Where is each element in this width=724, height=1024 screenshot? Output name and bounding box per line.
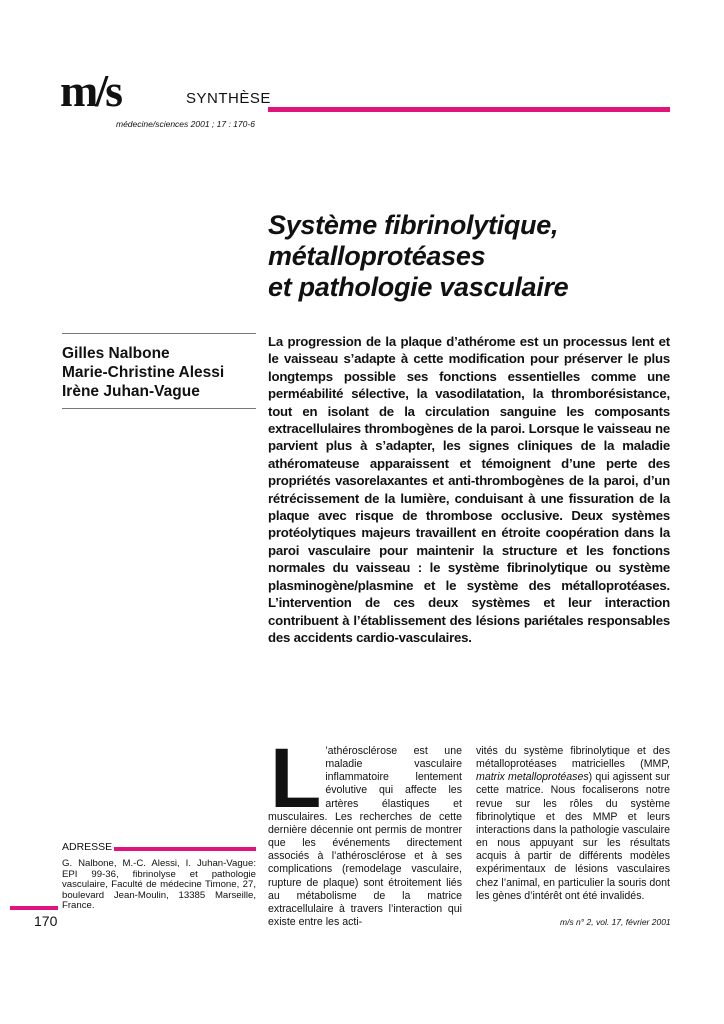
body-column-1 [268, 731, 462, 929]
authors-top-divider [62, 333, 256, 334]
title-line: métalloprotéases [268, 241, 486, 271]
drop-cap: L [270, 731, 322, 825]
journal-logo: m/s [60, 65, 120, 116]
body-text: vités du système fibrinolytique et des métalloprotéases matricielles (MMP, [476, 745, 670, 771]
section-label: SYNTHÈSE [186, 90, 271, 107]
address-label: ADRESSE [62, 841, 113, 853]
author-name: Irène Juhan-Vague [62, 383, 200, 400]
abstract: La progression de la plaque d’athérome est un processus lent et le vaisseau s’adapte à cette modification pour préserver le plus longtemps possible ses fonctions essentielles comme une perméabilité sélective, la vasodilatation, la thromborésistance, tout en isolant de la circulation sanguine les composants extracellulaires thrombogènes de la paroi. Lorsque le vaisseau ne parvient plus à s’adapter, les signes cliniques de la maladie athéromateuse apparaissent et témoignent d’une perte des propriétés vasorelaxantes et anti-thrombogènes de la paroi, d’un rétrécissement de la lumière, conduisant à une fissuration de la plaque avec risque de thrombose occlusive. Deux systèmes protéolytiques majeurs travaillent en étroite coopération dans la paroi vasculaire pour maintenir la structure et les fonctions normales du vaisseau : le système fibrinolytique ou système plasminogène/plasmine et le système des métalloprotéases. L’intervention de ces deux systèmes et leur interaction contribuent à l’établissement des lésions pariétales responsables des accidents cardio-vasculaires. [268, 334, 670, 645]
body-column-2 [476, 745, 670, 903]
address-text: G. Nalbone, M.-C. Alessi, I. Juhan-Vague: EPI 99-36, fibrinolyse et pathologie vasculaire, Faculté de médecine Timone, 27, boulevard Jean-Moulin, 13385 Marseille, France. [62, 858, 256, 912]
body-text: ) qui agissent sur cette matrice. Nous focaliserons notre revue sur les rôles du système fibrinolytique et des MMP et leurs interactions dans la pathologie vasculaire en nous appuyant sur les résultats acquis à partir de différents modèles expérimentaux de lésions vasculaires chez l’animal, en particulier la souris dont les gènes d’intérêt ont été invalidés. [476, 771, 670, 902]
author-name: Gilles Nalbone [62, 345, 170, 362]
body-text-italic: matrix metalloprotéases [476, 771, 589, 784]
footer-citation: m/s n° 2, vol. 17, février 2001 [560, 917, 671, 927]
author-list [62, 344, 224, 401]
address-accent-bar [114, 847, 256, 851]
header-accent-bar [268, 107, 670, 112]
authors-bottom-divider [62, 408, 256, 409]
title-line: et pathologie vasculaire [268, 272, 569, 302]
article-title [268, 210, 688, 303]
title-line: Système fibrinolytique, [268, 210, 559, 240]
journal-citation: médecine/sciences 2001 ; 17 : 170-6 [116, 119, 255, 129]
page-number-bar [10, 906, 58, 910]
page-number: 170 [34, 913, 58, 929]
body-text: ’athérosclérose est une maladie vasculaire inflammatoire lentement évolutive qui affecte les artères élastiques et musculaires. Les recherches de cette dernière décennie ont permis de montrer que les événements directement associés à l’athérosclérose et à ses complications (remodelage vasculaire, rupture de plaque) sont étroitement liés au métabolisme de la matrice extracellulaire à travers l’interaction qui existe entre les acti- [268, 745, 462, 929]
author-name: Marie-Christine Alessi [62, 364, 225, 381]
